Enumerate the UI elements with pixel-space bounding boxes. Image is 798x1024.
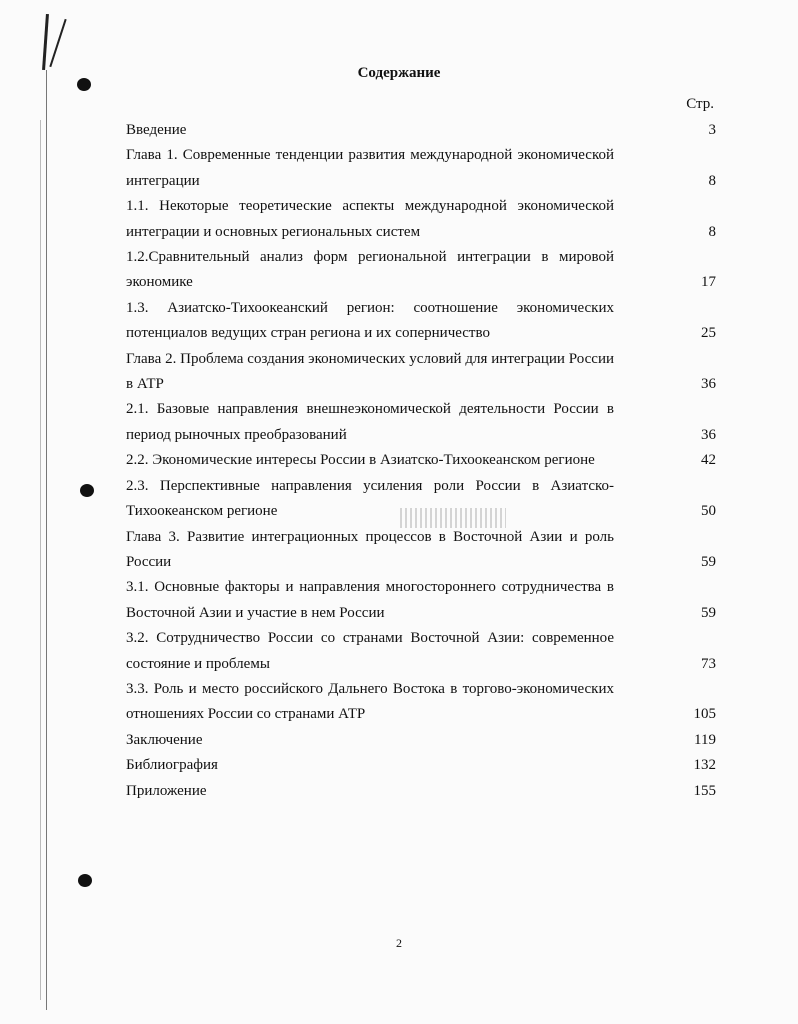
page-number: 2 [396, 936, 402, 950]
toc-entry-text: 1.1. Некоторые теоретические аспекты международной экономической интеграции и основных региональных систем [126, 198, 614, 240]
toc-entry-page: 42 [701, 452, 716, 469]
toc-entry-page: 119 [694, 731, 716, 748]
toc-entry-text: Заключение [126, 731, 203, 748]
toc-entry-page: 36 [701, 376, 716, 393]
toc-entry [126, 474, 716, 525]
toc-entry [126, 753, 716, 778]
page-column-header: Стр. [686, 96, 714, 112]
toc-title: Содержание [357, 65, 441, 81]
toc-entry-text: Введение [126, 122, 187, 138]
scan-edge-line [40, 120, 41, 1000]
toc-entry-page: 73 [701, 655, 716, 672]
toc-entry-page: 59 [701, 604, 716, 621]
toc-entry [126, 728, 716, 753]
toc-entry [126, 525, 716, 576]
toc-entry-page: 36 [701, 426, 716, 443]
toc-entry [126, 245, 716, 296]
toc-entry [126, 296, 716, 347]
toc-entry-text: 2.1. Базовые направления внешнеэкономической деятельности России в период рыночных преобразований [126, 401, 614, 443]
toc-entry-text: 2.3. Перспективные направления усиления роли России в Азиатско-Тихоокеанском регионе [126, 477, 614, 520]
table-of-contents [126, 118, 716, 804]
punch-hole [78, 874, 92, 887]
toc-entry-page: 3 [708, 122, 716, 138]
toc-entry [126, 143, 716, 194]
scan-edge-mark [49, 19, 66, 67]
toc-entry-page: 155 [693, 782, 716, 799]
toc-entry-page: 8 [708, 223, 716, 240]
toc-entry [126, 448, 716, 473]
toc-entry-text: Глава 1. Современные тенденции развития международной экономической интеграции [126, 147, 614, 189]
toc-entry [126, 626, 716, 677]
toc-entry-text: Глава 2. Проблема создания экономических условий для интеграции России в АТР [126, 350, 614, 393]
toc-entry [126, 347, 716, 398]
toc-entry-page: 50 [701, 503, 716, 520]
toc-entry-text: Глава 3. Развитие интеграционных процессов в Восточной Азии и роль России [126, 528, 614, 570]
toc-entry [126, 575, 716, 626]
scan-edge-mark [42, 14, 49, 70]
toc-entry-page: 25 [701, 325, 716, 342]
toc-entry-text: 1.3. Азиатско-Тихоокеанский регион: соотношение экономических потенциалов ведущих стран региона и их соперничество [126, 299, 614, 342]
toc-entry-page: 105 [693, 706, 716, 723]
toc-entry-text: Библиография [126, 757, 218, 774]
toc-entry-page: 17 [701, 274, 716, 291]
toc-entry-page: 59 [701, 553, 716, 570]
toc-entry-text: 3.2. Сотрудничество России со странами Восточной Азии: современное состояние и проблемы [126, 630, 614, 672]
toc-entry-text: 3.3. Роль и место российского Дальнего Востока в торгово-экономических отношениях России со странами АТР [126, 680, 614, 723]
toc-entry [126, 397, 716, 448]
toc-entry [126, 677, 716, 728]
toc-entry-text: 2.2. Экономические интересы России в Азиатско-Тихоокеанском регионе [126, 452, 595, 469]
punch-hole [80, 484, 94, 497]
toc-entry [126, 194, 716, 245]
toc-entry-text: 3.1. Основные факторы и направления многостороннего сотрудничества в Восточной Азии и участие в нем России [126, 579, 614, 621]
scan-edge-line [46, 70, 47, 1010]
toc-entry [126, 118, 716, 143]
toc-entry [126, 779, 716, 804]
toc-entry-text: 1.2.Сравнительный анализ форм региональной интеграции в мировой экономике [126, 249, 614, 291]
toc-entry-page: 132 [693, 757, 716, 774]
toc-entry-text: Приложение [126, 782, 207, 799]
toc-entry-page: 8 [708, 172, 716, 189]
